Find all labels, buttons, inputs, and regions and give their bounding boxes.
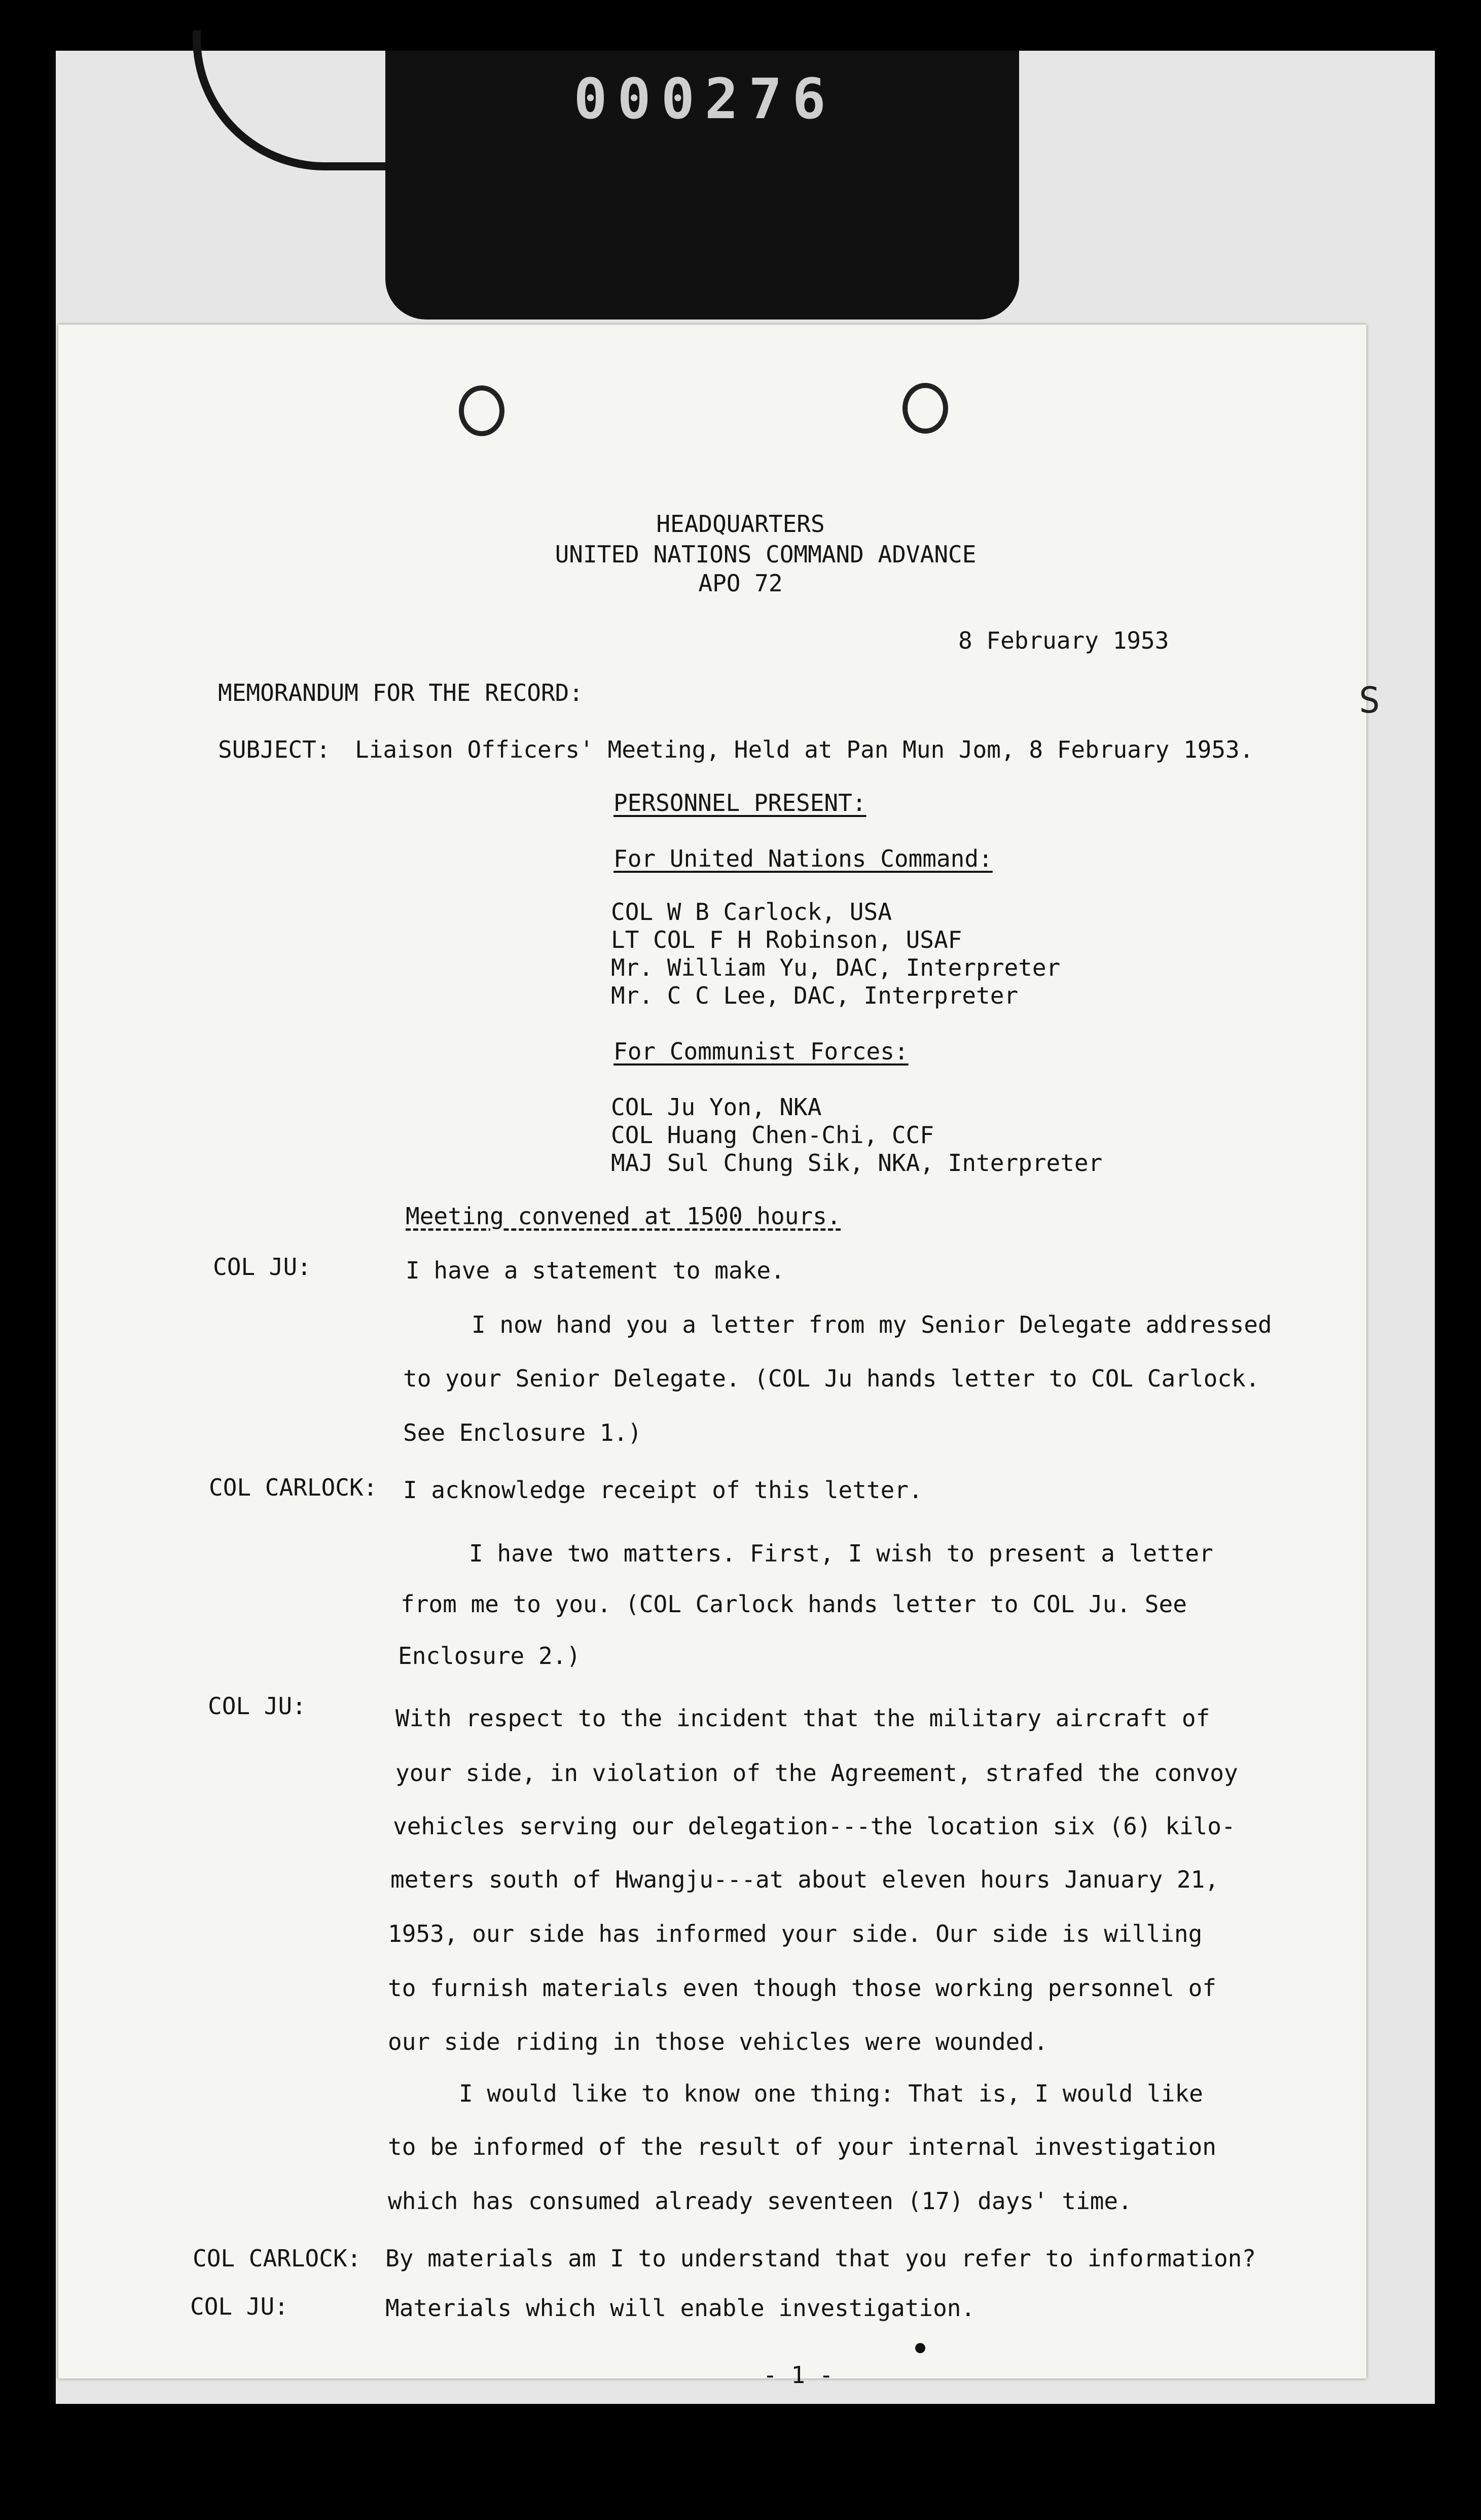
speaker-label: COL JU:: [208, 1692, 306, 1720]
transcript-line: meters south of Hwangju---at about eleven hours January 21,: [390, 1866, 1219, 1893]
speaker-label: COL JU:: [213, 1253, 311, 1281]
transcript-line: to your Senior Delegate. (COL Ju hands letter to COL Carlock.: [403, 1365, 1260, 1392]
punch-hole-left: [459, 385, 504, 436]
transcript-line: I acknowledge receipt of this letter.: [403, 1476, 923, 1504]
speaker-label: COL JU:: [190, 2293, 288, 2320]
transcript-line: our side riding in those vehicles were wounded.: [388, 2028, 1048, 2055]
subject-label: SUBJECT:: [218, 736, 331, 763]
frame-number: 000276: [573, 66, 836, 131]
transcript-line: Enclosure 2.): [398, 1642, 581, 1670]
un-member: Mr. C C Lee, DAC, Interpreter: [611, 982, 1019, 1009]
communist-member: COL Huang Chen-Chi, CCF: [611, 1121, 934, 1149]
memo-title: MEMORANDUM FOR THE RECORD:: [218, 679, 584, 706]
memo-date: 8 February 1953: [958, 627, 1169, 654]
margin-annotation: S: [1359, 680, 1381, 721]
memo-page: [58, 325, 1381, 2379]
speaker-label: COL CARLOCK:: [193, 2245, 362, 2272]
un-command-heading: For United Nations Command:: [613, 845, 993, 872]
communist-member: COL Ju Yon, NKA: [611, 1093, 822, 1121]
transcript-line: from me to you. (COL Carlock hands letter to COL Ju. See: [401, 1590, 1187, 1618]
transcript-line: 1953, our side has informed your side. Our side is willing: [388, 1920, 1203, 1947]
header-line-3: APO 72: [698, 570, 783, 597]
communist-member: MAJ Sul Chung Sik, NKA, Interpreter: [611, 1149, 1103, 1177]
un-member: LT COL F H Robinson, USAF: [611, 926, 962, 953]
transcript-line: Materials which will enable investigation.: [385, 2294, 976, 2322]
transcript-line: See Enclosure 1.): [403, 1419, 642, 1446]
header-line-2: UNITED NATIONS COMMAND ADVANCE: [555, 541, 977, 568]
transcript-line: I would like to know one thing: That is, I would like: [459, 2080, 1203, 2107]
transcript-line: By materials am I to understand that you refer to information?: [385, 2245, 1256, 2272]
page-number: - 1 -: [763, 2361, 834, 2389]
speaker-label: COL CARLOCK:: [209, 1474, 378, 1501]
transcript-line: vehicles serving our delegation---the location six (6) kilo-: [393, 1813, 1236, 1840]
transcript-line: I have two matters. First, I wish to present a letter: [469, 1540, 1213, 1567]
transcript-line: to be informed of the result of your internal investigation: [388, 2133, 1216, 2160]
punch-hole-right: [902, 383, 948, 434]
un-member: Mr. William Yu, DAC, Interpreter: [611, 954, 1061, 981]
transcript-line: I have a statement to make.: [406, 1257, 785, 1284]
transcript-line: your side, in violation of the Agreement, strafed the convoy: [395, 1759, 1238, 1787]
subject-text: Liaison Officers' Meeting, Held at Pan Mun Jom, 8 February 1953.: [355, 736, 1254, 763]
meeting-convened: Meeting convened at 1500 hours.: [406, 1202, 841, 1230]
personnel-heading: PERSONNEL PRESENT:: [613, 789, 866, 817]
transcript-line: I now hand you a letter from my Senior Delegate addressed: [472, 1311, 1272, 1338]
header-line-1: HEADQUARTERS: [656, 510, 825, 538]
communist-forces-heading: For Communist Forces:: [613, 1038, 909, 1065]
transcript-line: which has consumed already seventeen (17) days' time.: [388, 2187, 1132, 2215]
transcript-line: to furnish materials even though those working personnel of: [388, 1974, 1216, 2002]
un-member: COL W B Carlock, USA: [611, 898, 892, 926]
transcript-line: With respect to the incident that the military aircraft of: [395, 1705, 1210, 1732]
ink-dot: [915, 2343, 925, 2353]
